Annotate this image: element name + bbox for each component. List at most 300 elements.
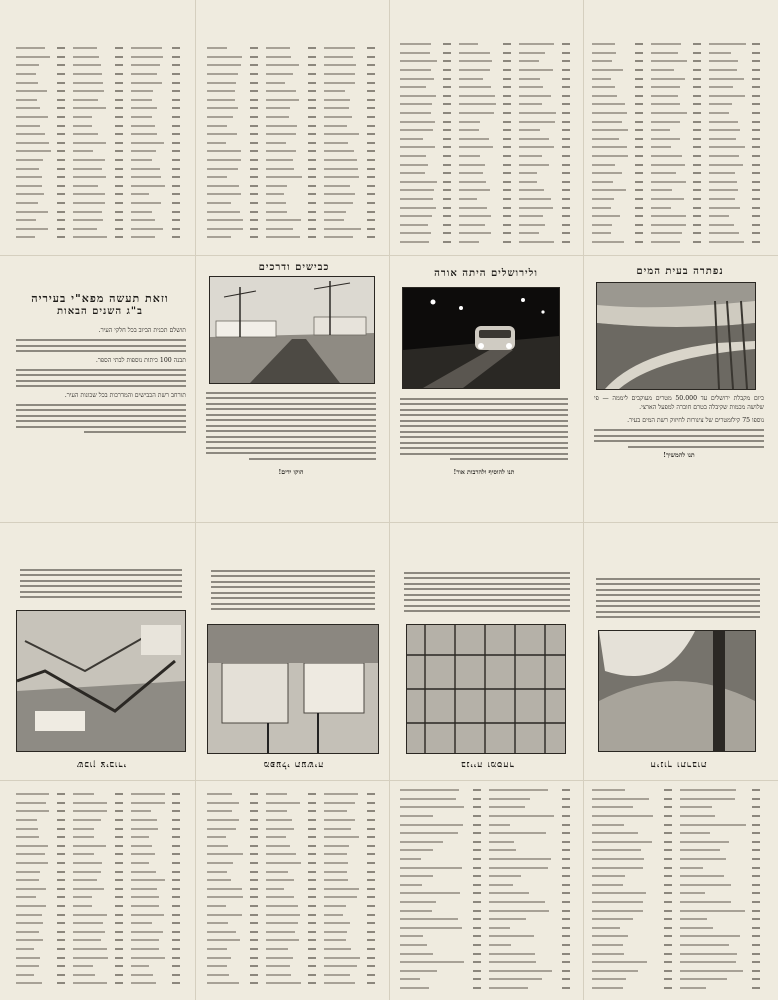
list-item bbox=[131, 139, 180, 148]
list-item-name bbox=[73, 836, 94, 838]
list-item-name bbox=[680, 961, 736, 963]
list-item-name bbox=[131, 107, 158, 109]
list-item-name bbox=[16, 176, 42, 178]
list-item bbox=[266, 233, 317, 242]
list-item-name bbox=[651, 181, 686, 183]
list-item-number bbox=[752, 181, 760, 183]
list-item bbox=[131, 96, 180, 105]
list-item-number bbox=[752, 918, 760, 920]
list-item-name bbox=[324, 219, 343, 221]
list-item bbox=[266, 173, 317, 182]
list-item bbox=[680, 898, 760, 907]
list-item-number bbox=[172, 939, 180, 941]
list-item-name bbox=[16, 931, 39, 933]
list-item-number bbox=[172, 107, 180, 109]
list-item bbox=[266, 224, 317, 233]
list-item-name bbox=[400, 970, 437, 972]
list-item bbox=[519, 203, 570, 212]
list-item-number bbox=[752, 978, 760, 980]
list-item-name bbox=[16, 982, 42, 984]
list-item-number bbox=[664, 815, 672, 817]
list-item bbox=[519, 109, 570, 118]
list-item-name bbox=[519, 103, 542, 105]
list-item-number bbox=[115, 202, 123, 204]
list-item-name bbox=[266, 142, 286, 144]
list-item-number bbox=[562, 832, 570, 834]
list-item bbox=[592, 212, 643, 221]
list-item bbox=[131, 799, 180, 808]
list-item-name bbox=[489, 892, 529, 894]
list-item-name bbox=[680, 858, 726, 860]
list-item-number bbox=[115, 896, 123, 898]
list-item bbox=[519, 186, 570, 195]
list-item-number bbox=[503, 95, 511, 97]
water-closing: תנו להמשיך! bbox=[663, 452, 695, 459]
list-item bbox=[207, 190, 258, 199]
list-item-name bbox=[489, 858, 551, 860]
list-item-name bbox=[266, 159, 293, 161]
list-item bbox=[16, 139, 65, 148]
list-item bbox=[592, 846, 672, 855]
list-item-number bbox=[115, 56, 123, 58]
list-item-number bbox=[752, 935, 760, 937]
list-item-number bbox=[367, 828, 375, 830]
list-item-number bbox=[308, 802, 316, 804]
list-item bbox=[73, 876, 122, 885]
list-item-name bbox=[519, 207, 553, 209]
list-item-name bbox=[680, 927, 713, 929]
list-item-number bbox=[367, 793, 375, 795]
list-item-name bbox=[16, 193, 44, 195]
list-item-number bbox=[172, 125, 180, 127]
list-item-name bbox=[73, 948, 107, 950]
list-item-number bbox=[752, 798, 760, 800]
list-item-number bbox=[250, 193, 258, 195]
list-item-name bbox=[519, 224, 546, 226]
list-item-name bbox=[131, 810, 151, 812]
list-item-number bbox=[752, 112, 760, 114]
list-item-number bbox=[308, 965, 316, 967]
list-item-number bbox=[308, 922, 316, 924]
list-item-name bbox=[131, 64, 160, 66]
list-item bbox=[73, 96, 122, 105]
list-item bbox=[324, 61, 375, 70]
list-item-number bbox=[752, 944, 760, 946]
list-item-number bbox=[57, 193, 65, 195]
list-item bbox=[266, 945, 317, 954]
list-item-number bbox=[57, 853, 65, 855]
list-item-number bbox=[172, 185, 180, 187]
list-item bbox=[131, 790, 180, 799]
list-item-name bbox=[489, 953, 535, 955]
list-item-name bbox=[489, 901, 545, 903]
list-item-name bbox=[709, 224, 734, 226]
list-item-number bbox=[308, 185, 316, 187]
list-item-number bbox=[367, 931, 375, 933]
list-item bbox=[207, 216, 258, 225]
list-item-number bbox=[57, 159, 65, 161]
list-item-number bbox=[473, 849, 481, 851]
list-item bbox=[489, 863, 570, 872]
list-item-name bbox=[266, 793, 288, 795]
list-item bbox=[459, 135, 510, 144]
list-item-name bbox=[489, 824, 510, 826]
list-item-number bbox=[172, 931, 180, 933]
list-item-number bbox=[308, 116, 316, 118]
list-item bbox=[709, 49, 760, 58]
fold-line bbox=[583, 0, 584, 1000]
list-item-name bbox=[73, 828, 94, 830]
list-item bbox=[207, 910, 258, 919]
list-item-name bbox=[400, 224, 428, 226]
water-pipe-photo bbox=[596, 282, 756, 390]
list-item bbox=[592, 820, 672, 829]
list-item-number bbox=[752, 884, 760, 886]
list-item-name bbox=[16, 125, 40, 127]
list-item-name bbox=[207, 159, 241, 161]
list-item-number bbox=[562, 121, 570, 123]
list-item-number bbox=[562, 95, 570, 97]
list-item bbox=[16, 876, 65, 885]
list-item-number bbox=[562, 910, 570, 912]
list-item bbox=[680, 975, 760, 984]
list-item-name bbox=[73, 150, 92, 152]
list-item-number bbox=[115, 236, 123, 238]
list-item-name bbox=[400, 935, 423, 937]
road-photo bbox=[209, 276, 375, 384]
list-item bbox=[266, 96, 317, 105]
list-item bbox=[16, 190, 65, 199]
list-item bbox=[489, 829, 570, 838]
list-item-name bbox=[709, 95, 744, 97]
list-item bbox=[266, 902, 317, 911]
list-item-number bbox=[172, 957, 180, 959]
list-item-number bbox=[473, 910, 481, 912]
list-item-number bbox=[562, 892, 570, 894]
list-item-number bbox=[250, 64, 258, 66]
list-item bbox=[400, 152, 451, 161]
list-item bbox=[16, 824, 65, 833]
list-item-number bbox=[308, 948, 316, 950]
list-item-number bbox=[443, 207, 451, 209]
list-item-name bbox=[680, 987, 706, 989]
list-item-name bbox=[16, 228, 48, 230]
list-item-name bbox=[131, 957, 165, 959]
list-item bbox=[266, 164, 317, 173]
list-item-name bbox=[324, 793, 357, 795]
list-item-number bbox=[115, 90, 123, 92]
list-item bbox=[324, 53, 375, 62]
list-item bbox=[709, 195, 760, 204]
list-item-number bbox=[115, 871, 123, 873]
list-item-name bbox=[16, 56, 50, 58]
list-item bbox=[131, 816, 180, 825]
list-item-name bbox=[651, 138, 680, 140]
list-item-name bbox=[131, 819, 157, 821]
list-item bbox=[519, 212, 570, 221]
list-item-number bbox=[473, 970, 481, 972]
list-item bbox=[131, 224, 180, 233]
list-item-number bbox=[172, 219, 180, 221]
list-item-number bbox=[172, 193, 180, 195]
list-item bbox=[709, 160, 760, 169]
list-item-number bbox=[250, 47, 258, 49]
list-item bbox=[207, 44, 258, 53]
list-item-name bbox=[519, 181, 538, 183]
list-item-name bbox=[207, 219, 243, 221]
list-item-number bbox=[367, 236, 375, 238]
list-item-name bbox=[73, 879, 96, 881]
list-item-name bbox=[266, 965, 290, 967]
water-caption bbox=[594, 394, 764, 464]
list-item-name bbox=[459, 78, 483, 80]
list-item-number bbox=[250, 202, 258, 204]
list-item-name bbox=[324, 905, 346, 907]
list-item-name bbox=[400, 953, 433, 955]
list-item bbox=[709, 40, 760, 49]
list-item-name bbox=[709, 232, 739, 234]
list-item bbox=[16, 842, 65, 851]
list-item-name bbox=[459, 112, 494, 114]
list-item-name bbox=[400, 172, 425, 174]
list-item-number bbox=[250, 236, 258, 238]
list-item-number bbox=[250, 90, 258, 92]
list-item bbox=[651, 92, 702, 101]
list-item-name bbox=[16, 862, 48, 864]
list-item-number bbox=[115, 47, 123, 49]
list-item-number bbox=[562, 241, 570, 243]
list-item-number bbox=[562, 69, 570, 71]
list-item-name bbox=[16, 802, 46, 804]
list-item bbox=[489, 855, 570, 864]
list-item-number bbox=[250, 810, 258, 812]
list-item bbox=[489, 966, 570, 975]
list-item-number bbox=[562, 78, 570, 80]
list-item-number bbox=[367, 185, 375, 187]
list-item bbox=[592, 941, 672, 950]
list-item-number bbox=[664, 978, 672, 980]
list-item bbox=[324, 44, 375, 53]
list-item-number bbox=[57, 819, 65, 821]
list-item-number bbox=[172, 793, 180, 795]
list-item-number bbox=[115, 965, 123, 967]
list-item bbox=[324, 78, 375, 87]
list-item bbox=[400, 66, 451, 75]
candidate-list-panel bbox=[205, 44, 381, 250]
list-item-number bbox=[250, 965, 258, 967]
list-item-name bbox=[592, 824, 624, 826]
list-item bbox=[73, 164, 122, 173]
list-column bbox=[592, 786, 672, 992]
list-item bbox=[131, 953, 180, 962]
list-item-name bbox=[651, 172, 676, 174]
list-item-number bbox=[752, 155, 760, 157]
list-item-name bbox=[592, 198, 614, 200]
list-item-number bbox=[664, 901, 672, 903]
list-item-name bbox=[680, 884, 731, 886]
list-item-number bbox=[172, 168, 180, 170]
list-item-number bbox=[172, 228, 180, 230]
list-item bbox=[73, 867, 122, 876]
list-item-name bbox=[324, 116, 352, 118]
list-item-name bbox=[266, 862, 301, 864]
industry-panel bbox=[14, 532, 188, 776]
list-item-number bbox=[57, 905, 65, 907]
list-item bbox=[400, 220, 451, 229]
list-item bbox=[266, 53, 317, 62]
list-item-name bbox=[400, 198, 433, 200]
list-item-number bbox=[752, 953, 760, 955]
list-item-number bbox=[57, 219, 65, 221]
list-item bbox=[400, 966, 481, 975]
list-item bbox=[324, 859, 375, 868]
list-item-number bbox=[115, 914, 123, 916]
list-item-number bbox=[172, 888, 180, 890]
list-item bbox=[324, 867, 375, 876]
list-item bbox=[16, 953, 65, 962]
list-item-name bbox=[16, 879, 39, 881]
list-item bbox=[651, 135, 702, 144]
list-item-name bbox=[592, 806, 633, 808]
list-item-number bbox=[172, 871, 180, 873]
list-item-number bbox=[562, 52, 570, 54]
list-item-number bbox=[752, 927, 760, 929]
list-item-name bbox=[651, 112, 687, 114]
list-item bbox=[324, 919, 375, 928]
list-item-name bbox=[680, 824, 746, 826]
list-item-name bbox=[131, 974, 153, 976]
list-item-name bbox=[16, 853, 45, 855]
list-item bbox=[651, 66, 702, 75]
list-item-name bbox=[324, 228, 360, 230]
list-item bbox=[400, 178, 451, 187]
list-item-name bbox=[73, 793, 94, 795]
list-item-name bbox=[324, 922, 349, 924]
list-item-name bbox=[459, 198, 477, 200]
list-item-number bbox=[752, 824, 760, 826]
list-item-number bbox=[367, 905, 375, 907]
list-item bbox=[207, 113, 258, 122]
list-item-name bbox=[266, 236, 301, 238]
list-item-number bbox=[308, 99, 316, 101]
list-item-number bbox=[308, 73, 316, 75]
list-item-name bbox=[651, 86, 680, 88]
list-item bbox=[519, 57, 570, 66]
list-item bbox=[592, 126, 643, 135]
list-item-number bbox=[308, 64, 316, 66]
list-item bbox=[489, 906, 570, 915]
list-item bbox=[131, 233, 180, 242]
list-item-name bbox=[324, 185, 349, 187]
list-item-number bbox=[57, 142, 65, 144]
list-item-number bbox=[664, 884, 672, 886]
list-item-name bbox=[400, 944, 427, 946]
list-item-name bbox=[709, 198, 735, 200]
list-item bbox=[73, 61, 122, 70]
list-item bbox=[266, 953, 317, 962]
list-item-number bbox=[115, 142, 123, 144]
list-item bbox=[131, 61, 180, 70]
list-item-name bbox=[131, 150, 156, 152]
list-item-name bbox=[16, 64, 39, 66]
list-item-number bbox=[115, 845, 123, 847]
list-item bbox=[592, 229, 643, 238]
list-item bbox=[266, 104, 317, 113]
list-item-number bbox=[562, 138, 570, 140]
list-item bbox=[266, 867, 317, 876]
list-item bbox=[680, 855, 760, 864]
list-item bbox=[16, 833, 65, 842]
list-item bbox=[459, 57, 510, 66]
list-item-number bbox=[115, 219, 123, 221]
list-item-number bbox=[308, 142, 316, 144]
list-item-name bbox=[207, 939, 240, 941]
list-item-number bbox=[367, 211, 375, 213]
list-item bbox=[519, 100, 570, 109]
list-item-name bbox=[400, 961, 464, 963]
list-item-name bbox=[131, 905, 160, 907]
list-item-name bbox=[592, 138, 619, 140]
list-item-number bbox=[172, 47, 180, 49]
list-item-number bbox=[57, 862, 65, 864]
list-item-number bbox=[443, 155, 451, 157]
list-item-name bbox=[16, 150, 51, 152]
list-item bbox=[709, 203, 760, 212]
list-item-number bbox=[752, 43, 760, 45]
list-item-number bbox=[693, 241, 701, 243]
list-item-name bbox=[16, 47, 45, 49]
list-item-number bbox=[752, 60, 760, 62]
list-item-number bbox=[562, 815, 570, 817]
list-item bbox=[592, 169, 643, 178]
list-item-number bbox=[693, 52, 701, 54]
list-item bbox=[16, 44, 65, 53]
list-item-name bbox=[324, 845, 349, 847]
list-item-name bbox=[519, 232, 539, 234]
list-item-number bbox=[115, 228, 123, 230]
list-item-number bbox=[57, 82, 65, 84]
list-item-name bbox=[592, 189, 626, 191]
list-item-name bbox=[489, 884, 513, 886]
list-column bbox=[592, 40, 643, 246]
list-item-name bbox=[400, 103, 432, 105]
list-item bbox=[73, 173, 122, 182]
list-item-name bbox=[400, 892, 460, 894]
list-item bbox=[651, 178, 702, 187]
list-item bbox=[16, 156, 65, 165]
list-item-number bbox=[57, 107, 65, 109]
list-item bbox=[592, 49, 643, 58]
list-item-number bbox=[503, 138, 511, 140]
list-item-name bbox=[16, 133, 45, 135]
list-item-number bbox=[693, 172, 701, 174]
list-item-number bbox=[635, 52, 643, 54]
list-item bbox=[324, 87, 375, 96]
list-item-number bbox=[635, 232, 643, 234]
list-item-number bbox=[562, 944, 570, 946]
list-item-number bbox=[562, 953, 570, 955]
list-item-name bbox=[324, 914, 343, 916]
list-item bbox=[266, 816, 317, 825]
list-item-number bbox=[752, 52, 760, 54]
list-item bbox=[131, 824, 180, 833]
list-item-number bbox=[443, 198, 451, 200]
list-item-name bbox=[266, 168, 294, 170]
list-item-name bbox=[131, 922, 153, 924]
list-item-name bbox=[16, 211, 48, 213]
list-item-name bbox=[131, 56, 163, 58]
list-item bbox=[266, 833, 317, 842]
